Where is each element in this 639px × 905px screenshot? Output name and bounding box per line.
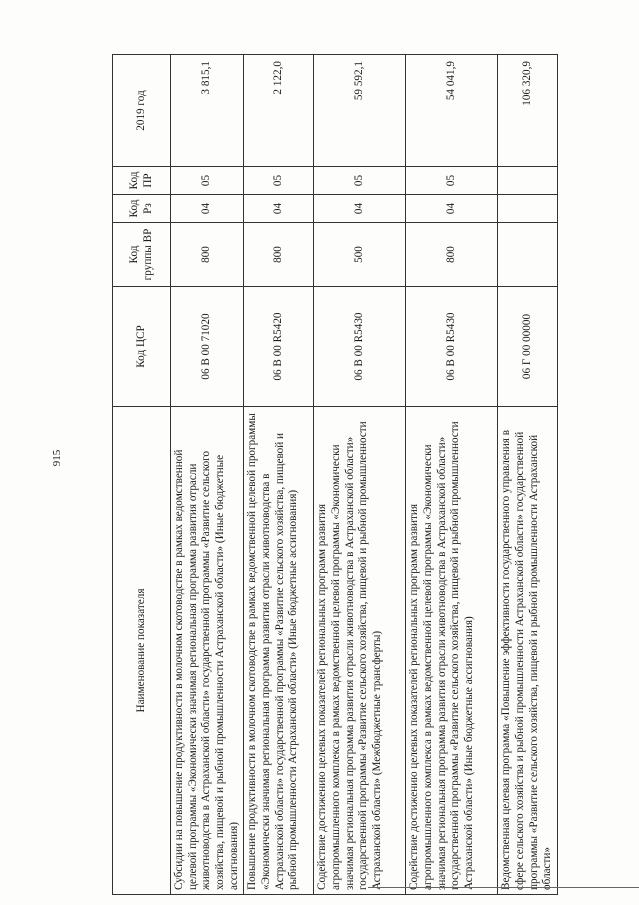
table-row	[314, 55, 406, 895]
row-year-value: 106 320,9	[498, 55, 558, 167]
row-vr: 800	[406, 223, 498, 287]
row-vr: 800	[171, 223, 244, 287]
row-pr	[498, 167, 558, 195]
row-vr: 800	[244, 223, 314, 287]
bottom-rule	[368, 887, 639, 888]
header-rz: Код Рз	[113, 195, 171, 223]
row-year-value: 59 592,1	[314, 55, 406, 167]
row-year-value: 3 815,1	[171, 55, 244, 167]
table-row	[406, 55, 498, 895]
row-rz: 04	[171, 195, 244, 223]
row-name: Субсидии на повышение продуктивности в молочном скотоводстве в рамках ведомственной целевой программы «Экономически значимая региональная программа развития отрасли животноводства в Астраханской области» государственной программы «Развитие сельского хозяйства, пищевой и рыбной промышленности Астраханской области» (Иные бюджетные ассигнования)	[171, 407, 244, 895]
row-csr: 06 В 00 R5420	[244, 287, 314, 407]
row-name: Содействие достижению целевых показателей региональных программ развития агропромышленного комплекса в рамках ведомственной целевой программы «Экономически значимая региональная программа развития отрасли животноводства в Астраханской области» государственной программы «Развитие сельского хозяйства, пищевой и рыбной промышленности Астраханской области» (Межбюджетные трансферты)	[314, 407, 406, 895]
row-csr: 06 Г 00 00000	[498, 287, 558, 407]
header-vr: Код группы ВР	[113, 223, 171, 287]
rotated-table-container	[112, 55, 554, 895]
row-pr: 05	[406, 167, 498, 195]
header-name: Наименование показателя	[113, 407, 171, 895]
row-name: Повышение продуктивности в молочном скотоводстве в рамках ведомственной целевой программы «Экономически значимая региональная программа развития отрасли животноводства в Астраханской области» государственной программы «Развитие сельского хозяйства, пищевой и рыбной промышленности Астраханской области» (Иные бюджетные ассигнования)	[244, 407, 314, 895]
row-rz	[498, 195, 558, 223]
row-name: Ведомственная целевая программа «Повышение эффективности государственного управления в сфере сельского хозяйства и рыбной промышленности Астраханской области» государственной программы «Развитие сельского хозяйства, пищевой и рыбной промышленности Астраханской области»	[498, 407, 558, 895]
row-rz: 04	[406, 195, 498, 223]
table-header-row	[113, 55, 171, 895]
page-number: 915	[51, 449, 63, 467]
row-csr: 06 В 00 R5430	[314, 287, 406, 407]
table-row	[498, 55, 558, 895]
budget-table	[112, 54, 558, 895]
row-rz: 04	[244, 195, 314, 223]
row-vr	[498, 223, 558, 287]
row-pr: 05	[314, 167, 406, 195]
table-row	[244, 55, 314, 895]
row-year-value: 2 122,0	[244, 55, 314, 167]
header-csr: Код ЦСР	[113, 287, 171, 407]
row-pr: 05	[171, 167, 244, 195]
row-year-value: 54 041,9	[406, 55, 498, 167]
row-csr: 06 В 00 71020	[171, 287, 244, 407]
row-pr: 05	[244, 167, 314, 195]
header-pr: Код ПР	[113, 167, 171, 195]
row-name: Содействие достижению целевых показателей региональных программ развития агропромышленного комплекса в рамках ведомственной целевой программы «Экономически значимая региональная программа развития отрасли животноводства в Астраханской области» государственной программы «Развитие сельского хозяйства, пищевой и рыбной промышленности Астраханской области» (Иные бюджетные ассигнования)	[406, 407, 498, 895]
row-vr: 500	[314, 223, 406, 287]
header-year: 2019 год	[113, 55, 171, 167]
row-rz: 04	[314, 195, 406, 223]
row-csr: 06 В 00 R5430	[406, 287, 498, 407]
table-row	[171, 55, 244, 895]
